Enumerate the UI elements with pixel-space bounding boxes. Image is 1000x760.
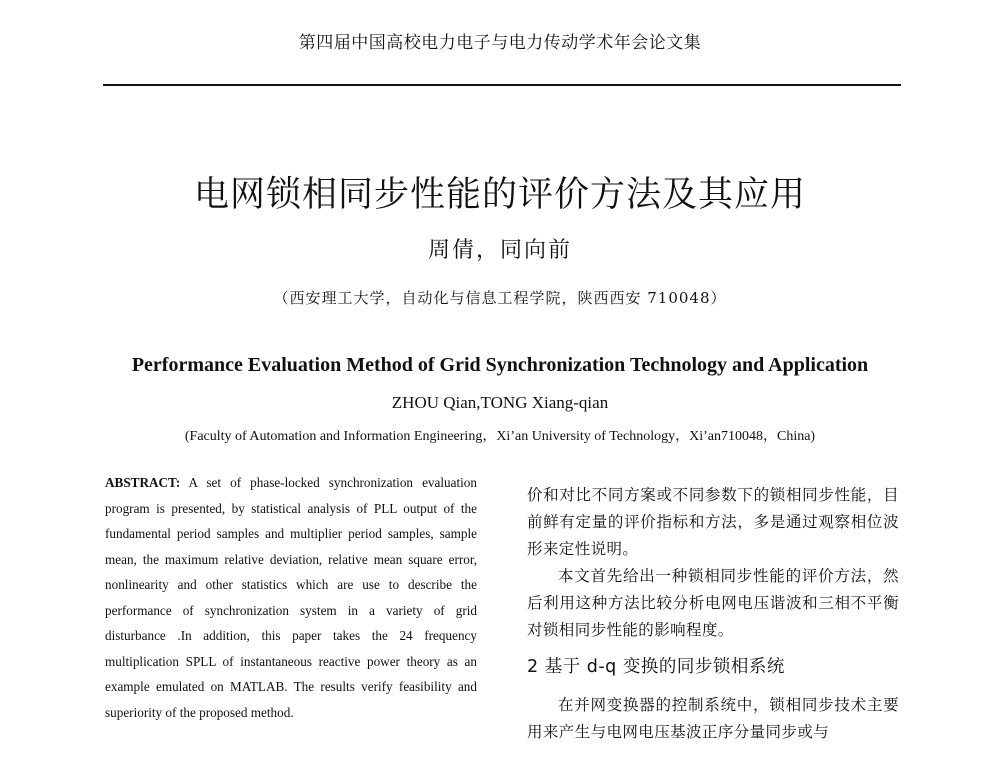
running-header: 第四届中国高校电力电子与电力传动学术年会论文集 (298, 33, 702, 53)
abstract (105, 470, 477, 725)
body-paragraph-1: 价和对比不同方案或不同参数下的锁相同步性能，目前鲜有定量的评价指标和方法，多是通过观察相位波形来定性说明。 (527, 486, 899, 558)
paper-title-english: Performance Evaluation Method of Grid Synchronization Technology and Application (131, 354, 869, 376)
header-rule (103, 84, 901, 86)
paper-title-chinese: 电网锁相同步性能的评价方法及其应用 (193, 175, 806, 215)
body-paragraph-3: 在并网变换器的控制系统中，锁相同步技术主要用来产生与电网电压基波正序分量同步或与 (527, 696, 899, 741)
affiliation-english: (Faculty of Automation and Information Engineering，Xi’an University of Technology，Xi’an710048，China) (184, 429, 816, 444)
affiliation-chinese: （西安理工大学，自动化与信息工程学院，陕西西安 710048） (273, 289, 727, 307)
authors-chinese: 周倩，同向前 (427, 238, 572, 263)
abstract-text: A set of phase-locked synchronization evaluation program is presented, by statistical analysis of PLL output of the fundamental period samples and multiplier period samples, sample mean, the maximum relative deviation, relative mean square error, nonlinearity and other statistics which are use to describe the performance of synchronization system in a variety of grid disturbance .In addition, this paper takes the 24 frequency multiplication SPLL of instantaneous reactive power theory as an example emulated on MATLAB. The results verify feasibility and superiority of the proposed method. (105, 475, 477, 720)
body-column-right (527, 482, 899, 746)
section-heading: 2 基于 d-q 变换的同步锁相系统 (527, 657, 785, 677)
body-paragraph-2: 本文首先给出一种锁相同步性能的评价方法，然后利用这种方法比较分析电网电压谐波和三相不平衡对锁相同步性能的影响程度。 (527, 567, 899, 639)
authors-english: ZHOU Qian,TONG Xiang-qian (391, 393, 609, 412)
abstract-label: ABSTRACT: (105, 475, 181, 490)
